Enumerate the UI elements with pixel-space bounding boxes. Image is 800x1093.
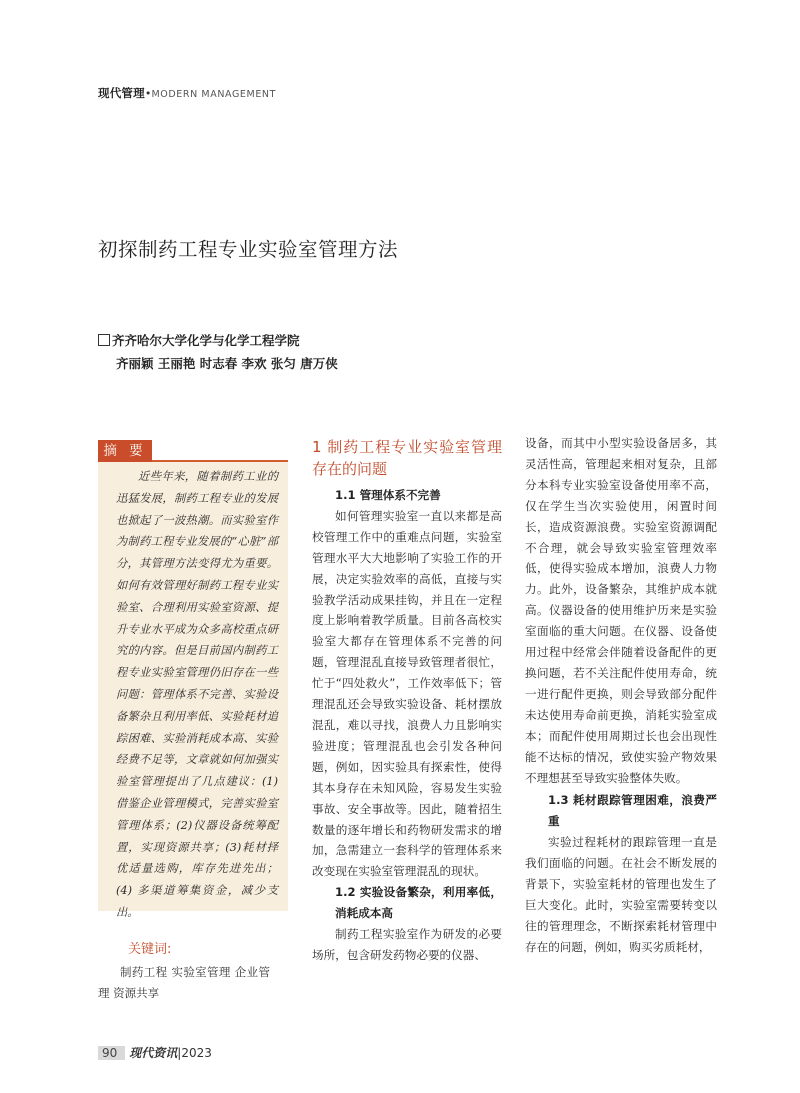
- article-title: 初探制药工程专业实验室管理方法: [98, 238, 399, 261]
- column-3-text: 设备，而其中小型实验设备居多，其灵活性高，管理起来相对复杂，且部分本科专业实验室设备使用率不高，仅在学生当次实验使用，闲置时间长，造成资源浪费。实验室资源调配不合理，就会导致实验室管理效率低，使得实验成本增加，浪费人力物力。此外，设备繁杂，其维护成本就高。仪器设备的使用维护历来是实验室面临的重大问题。在仪器、设备使用过程中经常会伴随着设备配件的更换问题，若不关注配件使用寿命，统一进行配件更换，则会导致部分配件未达使用寿命前更换，消耗实验室成本；而配件使用周期过长也会出现性能不达标的情况，致使实验产物效果不理想甚至导致实验整体失败。: [525, 436, 717, 785]
- authors: 齐丽颖 王丽艳 时志春 李欢 张匀 唐万侠: [116, 356, 338, 371]
- page-footer: [98, 1044, 212, 1060]
- header-section-en: MODERN MANAGEMENT: [151, 89, 277, 100]
- header-separator: •: [144, 87, 152, 100]
- abstract-text: 近些年来，随着制药工业的迅猛发展，制药工程专业的发展也掀起了一波热潮。而实验室作为制药工程专业发展的“心脏”部分，其管理方法变得尤为重要。如何有效管理好制药工程专业实验室、合理利用实验室资源、提升专业水平成为众多高校重点研究的内容。但是目前国内制药工程专业实验室管理仍旧存在一些问题：管理体系不完善、实验设备繁杂且利用率低、实验耗材追踪困难、实验消耗成本高、实验经费不足等，文章就如何加强实验室管理提出了几点建议：(1) 借鉴企业管理模式，完善实验室管理体系；(2)仪器设备统筹配置，实现资源共享；(3)耗材择优适量选购，库存先进先出；(4) 多渠道筹集资金，减少支出。: [116, 470, 278, 919]
- section-1-heading: 1 制药工程专业实验室管理存在的问题: [312, 438, 502, 478]
- footer-separator: |: [177, 1046, 182, 1060]
- section-1-1-text: 如何管理实验室一直以来都是高校管理工作中的重难点问题，实验室管理水平大大地影响了实验工作的开展，决定实验效率的高低，直接与实验教学活动成果挂钩，并且在一定程度上影响着教学质量。目前各高校实验室大都存在管理体系不完善的问题，管理混乱直接导致管理者很忙，忙于“四处救火”，工作效率低下；管理混乱还会导致实验设备、耗材摆放混乱，难以寻找，浪费人力且影响实验进度；管理混乱也会引发各种问题，例如，因实验具有探索性，使得其本身存在未知风险，容易发生实验事故、安全事故等。因此，随着招生数量的逐年增长和药物研发需求的增加，急需建立一套科学的管理体系来改变现在实验室管理混乱的现状。: [312, 508, 502, 879]
- running-header: [98, 85, 276, 101]
- section-1-2-text: 制药工程实验室作为研发的必要场所，包含研发药物必要的仪器、: [312, 927, 502, 962]
- body-column-2: [312, 436, 502, 966]
- checkbox-square-icon: [98, 334, 110, 346]
- section-1-2-heading: 1.2 实验设备繁杂，利用率低，消耗成本高: [335, 885, 502, 921]
- abstract-label: 摘 要: [98, 440, 152, 462]
- keywords-text: 制药工程 实验室管理 企业管理 资源共享: [98, 965, 270, 1000]
- affiliation: [98, 331, 300, 349]
- footer-year: 2023: [181, 1046, 212, 1060]
- header-section-cn: 现代管理: [98, 86, 145, 100]
- section-1-3-heading: 1.3 耗材跟踪管理困难，浪费严重: [548, 793, 717, 829]
- body-column-3: [525, 433, 717, 958]
- keywords-label: 关键词:: [128, 942, 172, 957]
- affiliation-text: 齐齐哈尔大学化学与化学工程学院: [112, 333, 300, 348]
- section-1-1-heading: 1.1 管理体系不完善: [335, 488, 441, 502]
- section-1-3-text: 实验过程耗材的跟踪管理一直是我们面临的问题。在社会不断发展的背景下，实验室耗材的管理也发生了巨大变化。此时，实验室需要转变以往的管理理念，不断探索耗材管理中存在的问题，例如，购买劣质耗材，: [525, 835, 717, 954]
- page-number: 90: [98, 1046, 125, 1060]
- journal-name: 现代资讯: [129, 1046, 178, 1060]
